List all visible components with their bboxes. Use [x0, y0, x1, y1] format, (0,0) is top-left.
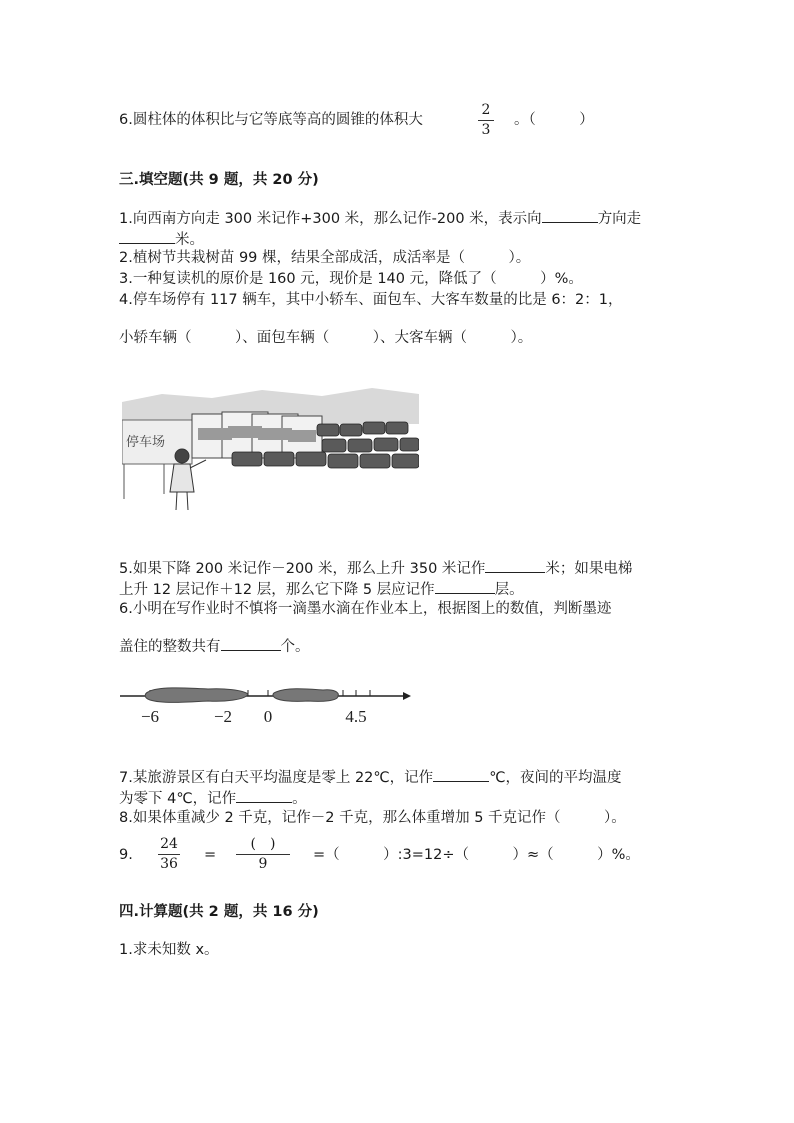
q6-text-c: 个。: [280, 639, 310, 655]
judge-q6-answer[interactable]: [514, 110, 594, 130]
fill-question-4: 4.停车场停有 117 辆车，其中小轿车、面包车、大客车数量的比是 6：2：1，: [119, 292, 623, 308]
q5-blank-1[interactable]: [485, 558, 545, 573]
q7-text-a: 7.某旅游景区有白天平均温度是零上 22℃，记作: [119, 770, 434, 786]
q6-text-b: 盖住的整数共有: [119, 639, 221, 655]
fill-question-5-cont: [119, 579, 524, 600]
section-3-heading: 三.填空题(共 9 题，共 20 分): [119, 172, 319, 188]
fill-question-8[interactable]: 8.如果体重减少 2 千克，记作－2 千克，那么体重增加 5 千克记作（ ）。: [119, 810, 626, 826]
tick-label-0: 0: [263, 707, 273, 726]
q7-text-c: 为零下 4℃，记作: [119, 791, 237, 807]
fill-question-9-number: 9.: [119, 847, 133, 863]
q9-f1-denominator: 36: [160, 856, 178, 872]
parking-sign-text: 停车场: [126, 435, 166, 450]
q6-blank[interactable]: [221, 636, 281, 651]
q7-blank-1[interactable]: [433, 767, 489, 782]
judge-q6-fraction: [478, 102, 494, 139]
fraction-denominator: 3: [481, 122, 491, 138]
fill-question-7: [119, 767, 621, 788]
fill-question-3[interactable]: 3.一种复读机的原价是 160 元，现价是 140 元，降低了（ ）%。: [119, 271, 583, 287]
q5-text-d: 层。: [494, 582, 524, 598]
q9-f1-bar: [158, 854, 180, 855]
q9-rest[interactable]: =（ ）:3=12÷（ ）≈（ ）%。: [313, 847, 640, 863]
q9-fraction-2[interactable]: [236, 836, 290, 873]
fill-question-2[interactable]: 2.植树节共栽树苗 99 棵，结果全部成活，成活率是（ ）。: [119, 250, 531, 266]
fill-question-6: 6.小明在写作业时不慎将一滴墨水滴在作业本上，根据图上的数值，判断墨迹: [119, 601, 612, 617]
tick-label-neg2: −2: [213, 707, 233, 726]
q9-f2-numerator[interactable]: ( ): [250, 836, 276, 852]
judge-question-6: [119, 110, 423, 130]
judge-q6-text: 6.圆柱体的体积比与它等底等高的圆锥的体积大: [119, 112, 423, 128]
q1-text-b: 方向走: [597, 211, 642, 227]
q1-blank-1[interactable]: [542, 208, 598, 223]
fill-question-4-answers[interactable]: 小轿车辆（ ）、面包车辆（ ）、大客车辆（ ）。: [119, 330, 533, 346]
ink-blot-right: [273, 689, 338, 702]
section-4-heading: 四.计算题(共 2 题，共 16 分): [119, 904, 319, 920]
fraction-numerator: 2: [481, 102, 491, 118]
tick-label-4-5: 4.5: [345, 707, 367, 726]
q5-blank-2[interactable]: [435, 579, 495, 594]
q7-text-b: ℃，夜间的平均温度: [489, 770, 622, 786]
q5-text-c: 上升 12 层记作＋12 层，那么它下降 5 层应记作: [119, 582, 435, 598]
q9-f1-numerator: 24: [160, 836, 178, 852]
number-line-arrow: [403, 692, 411, 700]
q7-blank-2[interactable]: [236, 788, 292, 803]
fill-question-1: [119, 208, 641, 229]
q7-text-d: 。: [292, 791, 307, 807]
fill-question-5: [119, 558, 632, 579]
tick-label-neg6: −6: [140, 707, 160, 726]
q1-blank-2[interactable]: [119, 229, 175, 244]
q9-fraction-1: [158, 836, 180, 873]
q5-text-a: 5.如果下降 200 米记作－200 米，那么上升 350 米记作: [119, 561, 486, 577]
fill-question-1-cont: [119, 229, 204, 250]
fill-question-7-cont: [119, 788, 307, 809]
q9-f2-bar: [236, 854, 290, 855]
q5-text-b: 米；如果电梯: [545, 561, 633, 577]
fill-question-6-cont: [119, 636, 310, 657]
q9-f2-denominator: 9: [258, 856, 268, 872]
q9-equals: =: [204, 847, 217, 863]
q1-text-c: 米。: [175, 232, 204, 248]
calc-question-1: 1.求未知数 x。: [119, 942, 219, 958]
parking-lot-illustration: [122, 384, 419, 514]
judge-q6-tail: 。（ ）: [514, 112, 594, 128]
ink-blot-left: [145, 688, 248, 703]
q1-text-a: 1.向西南方向走 300 米记作+300 米，那么记作-200 米，表示向: [119, 211, 542, 227]
number-line-figure: [118, 680, 413, 730]
fraction-bar: [478, 120, 494, 121]
